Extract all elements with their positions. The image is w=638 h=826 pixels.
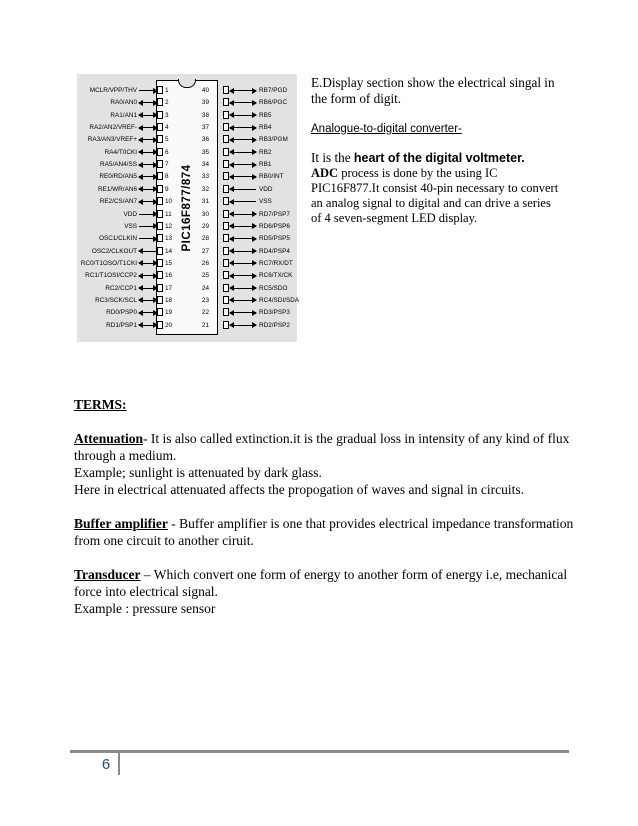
right-pin-number: 22 (201, 309, 209, 317)
page-number: 6 (101, 756, 111, 773)
adc-heading: Analogue-to-digital converter- (311, 123, 462, 135)
pin-arrow (139, 115, 157, 116)
pin-arrow (139, 325, 157, 326)
right-pin-name: RC6/TX/CK (259, 272, 293, 280)
right-pin-number: 24 (201, 284, 209, 292)
pin-arrow (230, 201, 256, 202)
left-pin-name: OSC2/CLKOUT (91, 247, 137, 255)
pin-arrow (139, 226, 157, 227)
pin-arrow (139, 127, 157, 128)
adc-text: process is done by the using IC PIC16F877.It consist 40-pin necessary to convert an analog signal to digital and can drive a series of 4 seven-segment LED display. (311, 166, 559, 225)
right-pin-number: 30 (201, 210, 209, 218)
pin-arrow (230, 226, 256, 227)
pin-arrow (230, 214, 256, 215)
transducer-paragraph (74, 566, 574, 600)
pin-arrow (139, 263, 157, 264)
left-pin-number: 1 (165, 87, 169, 94)
left-pin-number: 9 (165, 185, 169, 193)
pin-box (157, 284, 163, 292)
right-pin-number: 33 (201, 173, 209, 181)
heart-bold: heart of the digital voltmeter. (353, 151, 525, 165)
footer-divider (118, 753, 120, 775)
buffer-term: Buffer amplifier (74, 516, 168, 531)
left-pin-name: MCLR/VPP/THV (89, 87, 137, 94)
footer-rule (70, 750, 569, 753)
pin-arrow (139, 275, 157, 276)
pin-row (77, 159, 297, 171)
heart-line (311, 150, 561, 166)
right-pin-number: 28 (201, 235, 209, 243)
left-pin-number: 16 (165, 272, 173, 280)
left-pin-name: RA1/AN1 (110, 111, 137, 119)
pin-box (157, 148, 163, 156)
left-pin-number: 20 (165, 321, 173, 329)
pin-arrow (230, 275, 256, 276)
chip-label: PIC16F877/874 (181, 163, 193, 252)
pin-box (157, 296, 163, 304)
left-pin-name: RE2/CS/AN7 (99, 198, 137, 206)
left-pin-number: 14 (165, 247, 173, 255)
pin-box (157, 98, 163, 106)
pin-arrow (230, 288, 256, 289)
pin-row (77, 258, 297, 270)
right-pin-name: RB7/PGD (259, 87, 288, 94)
right-pin-number: 37 (201, 124, 209, 132)
pin-arrow (139, 312, 157, 313)
right-pin-name: RD7/PSP7 (259, 210, 290, 218)
pin-box (157, 259, 163, 267)
pin-row (77, 307, 297, 319)
pin-box (157, 271, 163, 279)
buffer-paragraph (74, 515, 574, 549)
left-pin-number: 4 (165, 124, 169, 132)
pin-arrow (230, 176, 256, 177)
left-pin-name: RA5/AN4/SS (100, 161, 137, 169)
right-pin-name: RB4 (259, 124, 272, 132)
pin-box (157, 172, 163, 180)
pin-row (77, 122, 297, 134)
attenuation-example: Example; sunlight is attenuated by dark glass. (74, 465, 322, 480)
right-pin-number: 23 (201, 296, 209, 304)
pin-row (77, 246, 297, 258)
pin-row (77, 147, 297, 159)
pin-row (77, 221, 297, 233)
left-pin-name: RC0/T1OSO/T1CKI (80, 259, 137, 267)
pin-row (77, 295, 300, 307)
left-pin-name: OSC1/CLKIN (98, 235, 137, 243)
pin-box (157, 234, 163, 242)
right-pin-number: 29 (201, 222, 209, 230)
left-pin-number: 17 (165, 284, 173, 292)
transducer-term: Transducer (74, 567, 141, 582)
left-pin-number: 11 (165, 210, 172, 218)
pin-box (157, 86, 163, 94)
left-pin-number: 2 (165, 99, 169, 107)
right-pin-name: RD6/PSP6 (259, 222, 290, 230)
pin-box (157, 321, 163, 329)
left-pin-name: VDD (123, 210, 137, 218)
pin-arrow (230, 127, 256, 128)
pin-arrow (139, 152, 157, 153)
pin-row (77, 110, 297, 122)
pin-arrow (230, 152, 256, 153)
pin-arrow (230, 90, 256, 91)
left-pin-number: 19 (165, 309, 173, 317)
pin-row (77, 85, 297, 97)
left-pin-number: 10 (165, 198, 173, 206)
left-pin-name: RC1/T1OSI/CCP2 (85, 272, 137, 280)
right-pin-name: VSS (259, 198, 272, 206)
right-pin-number: 31 (201, 198, 209, 206)
pin-box (157, 111, 163, 119)
pin-arrow (139, 214, 157, 215)
left-pin-name: RC3/SCK/SCL (95, 296, 137, 304)
left-pin-name: RA2/AN2/VREF- (89, 124, 137, 132)
attenuation-paragraph (74, 430, 574, 464)
right-pin-number: 25 (201, 272, 209, 280)
left-pin-name: VSS (124, 222, 137, 230)
right-pin-name: RB2 (259, 148, 272, 156)
right-pin-number: 26 (201, 259, 209, 267)
buffer-def: - Buffer amplifier is one that provides electrical impedance transformation from one circuit to another ciruit. (74, 516, 574, 548)
pin-arrow (230, 189, 256, 190)
pin-arrow (230, 312, 256, 313)
terms-section (74, 396, 574, 617)
right-pin-name: VDD (259, 185, 273, 193)
pin-box (157, 308, 163, 316)
left-pin-number: 15 (165, 259, 173, 267)
right-pin-number: 39 (201, 99, 209, 107)
left-pin-name: RA3/AN3/VREF+ (87, 136, 137, 144)
left-pin-number: 6 (165, 148, 169, 156)
attenuation-note: Here in electrical attenuated affects the propogation of waves and signal in circuits. (74, 482, 524, 497)
right-pin-number: 40 (201, 87, 209, 94)
right-pin-number: 32 (201, 185, 209, 193)
pin-arrow (230, 164, 256, 165)
right-pin-number: 36 (201, 136, 209, 144)
right-pin-name: RD5/PSP5 (259, 235, 290, 243)
pin-arrow (139, 90, 157, 91)
right-pin-number: 27 (201, 247, 209, 255)
terms-heading: TERMS: (74, 397, 127, 412)
right-pin-name: RD2/PSP2 (259, 321, 290, 329)
pin-arrow (139, 189, 157, 190)
pin-arrow (139, 139, 157, 140)
left-pin-number: 13 (165, 235, 173, 243)
pin-arrow (230, 251, 256, 252)
pin-box (157, 185, 163, 193)
pin-arrow (230, 325, 256, 326)
pin-arrow (230, 263, 256, 264)
left-pin-number: 8 (165, 173, 169, 181)
left-pin-name: RE0/RD/AN5 (99, 173, 137, 181)
transducer-def: – Which convert one form of energy to another form of energy i.e, mechanical force into electrical signal. (74, 567, 568, 599)
left-pin-name: RD0/PSP0 (106, 309, 137, 317)
attenuation-def: - It is also called extinction.it is the gradual loss in intensity of any kind of flux through a medium. (74, 431, 570, 463)
right-pin-name: RB5 (259, 111, 272, 119)
display-section-text: E.Display section show the electrical singal in the form of digit. (311, 75, 555, 106)
right-pin-name: RC7/RX/DT (259, 259, 293, 267)
adc-word: ADC (311, 166, 339, 180)
left-pin-number: 7 (165, 161, 169, 169)
pin-arrow (139, 164, 157, 165)
heart-prefix: It is the (311, 150, 354, 165)
pin-arrow (139, 201, 157, 202)
pin-row (77, 171, 297, 183)
pin-row (77, 233, 297, 245)
pin-row (77, 209, 297, 221)
pin-arrow (139, 251, 157, 252)
pin-row (77, 283, 297, 295)
pin-arrow (139, 102, 157, 103)
adc-paragraph (311, 166, 561, 226)
pin-row (77, 184, 297, 196)
pin-row (77, 97, 297, 109)
pin-box (157, 210, 163, 218)
pin-arrow (139, 238, 157, 239)
right-pin-name: RB3/PGM (259, 136, 288, 144)
attenuation-term: Attenuation (74, 431, 144, 446)
left-pin-name: RA4/T0CKI (104, 148, 137, 156)
right-pin-name: RB0/INT (259, 173, 284, 181)
left-pin-number: 18 (165, 296, 173, 304)
pin-box (157, 247, 163, 255)
pin-arrow (230, 238, 256, 239)
pin-box (157, 135, 163, 143)
pin-box (157, 197, 163, 205)
right-pin-name: RB1 (259, 161, 272, 169)
left-pin-name: RE1/WR/AN6 (97, 185, 137, 193)
pin-box (157, 160, 163, 168)
pin-row (77, 270, 297, 282)
pin-arrow (139, 300, 157, 301)
right-pin-name: RC5/SDO (259, 284, 288, 292)
left-pin-number: 12 (165, 222, 173, 230)
pin-arrow (230, 300, 256, 301)
pin-arrow (139, 176, 157, 177)
left-pin-name: RD1/PSP1 (106, 321, 137, 329)
right-pin-name: RC4/SDI/SDA (259, 296, 300, 304)
pin-arrow (230, 139, 256, 140)
pin-arrow (230, 115, 256, 116)
right-pin-name: RD4/PSP4 (259, 247, 290, 255)
pin-row (77, 196, 297, 208)
right-pin-number: 34 (201, 161, 209, 169)
left-pin-name: RC2/CCP1 (105, 284, 137, 292)
pin-arrow (139, 288, 157, 289)
pin-diagram (77, 74, 300, 342)
pin-arrow (230, 102, 256, 103)
pin-row (77, 134, 297, 146)
pin-box (157, 222, 163, 230)
right-pin-number: 35 (201, 148, 209, 156)
right-pin-number: 38 (201, 111, 209, 119)
left-pin-number: 3 (165, 111, 169, 119)
right-pin-number: 21 (201, 321, 209, 329)
pin-row (77, 320, 297, 332)
right-pin-name: RD3/PSP3 (259, 309, 290, 317)
transducer-example: Example : pressure sensor (74, 601, 216, 616)
right-pin-name: RB6/PGC (259, 99, 288, 107)
pin-box (157, 123, 163, 131)
left-pin-number: 5 (165, 136, 169, 144)
side-text (311, 75, 561, 226)
left-pin-name: RA0/AN0 (110, 99, 137, 107)
